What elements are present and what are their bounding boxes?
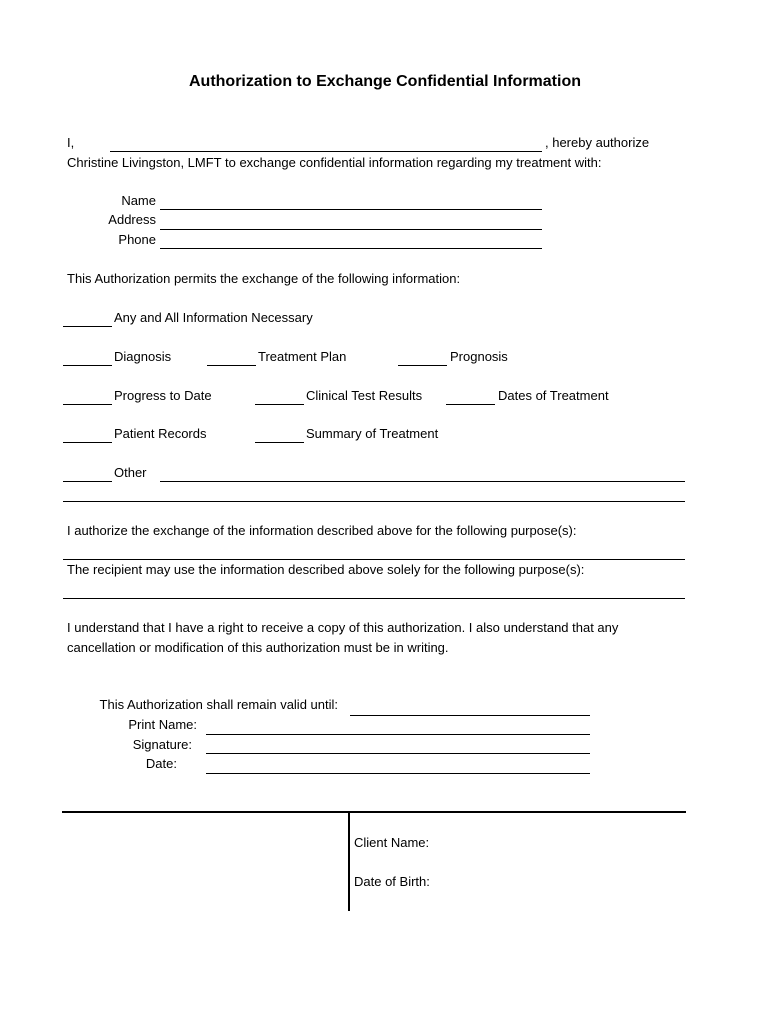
clinical-tests-checkline[interactable]: [255, 404, 304, 405]
understand-line-1: I understand that I have a right to receive a copy of this authorization. I also understand that any: [67, 620, 619, 635]
treatment-plan-checkline[interactable]: [207, 365, 256, 366]
form-title: Authorization to Exchange Confidential Information: [189, 73, 581, 90]
prognosis-label: Prognosis: [450, 349, 508, 364]
name-label: Name: [121, 193, 156, 208]
valid-until-label: This Authorization shall remain valid until:: [99, 697, 338, 712]
signature-label: Signature:: [132, 737, 192, 752]
permits-text: This Authorization permits the exchange of the following information:: [67, 271, 461, 286]
understand-line-2: cancellation or modification of this authorization must be in writing.: [67, 640, 449, 655]
intro-suffix: , hereby authorize: [545, 135, 650, 150]
patient-records-checkline[interactable]: [63, 442, 112, 443]
intro-line-2: Christine Livingston, LMFT to exchange confidential information regarding my treatment with:: [67, 155, 602, 170]
print-name-field[interactable]: [206, 734, 590, 735]
other-field[interactable]: [160, 481, 685, 482]
date-field[interactable]: [206, 773, 590, 774]
summary-treatment-checkline[interactable]: [255, 442, 304, 443]
client-name-label: Client Name:: [354, 835, 430, 850]
date-label: Date:: [145, 756, 177, 771]
recipient-phone-field[interactable]: [160, 248, 542, 249]
patient-records-label: Patient Records: [114, 426, 207, 441]
footer-vertical-divider: [348, 811, 350, 911]
clinical-tests-label: Clinical Test Results: [306, 388, 423, 403]
phone-label: Phone: [118, 232, 156, 247]
dates-treatment-label: Dates of Treatment: [498, 388, 609, 403]
print-name-label: Print Name:: [128, 717, 197, 732]
dates-treatment-checkline[interactable]: [446, 404, 495, 405]
other-checkline[interactable]: [63, 481, 112, 482]
address-label: Address: [108, 212, 156, 227]
valid-until-field[interactable]: [350, 715, 590, 716]
prognosis-checkline[interactable]: [398, 365, 447, 366]
recipient-name-field[interactable]: [160, 209, 542, 210]
diagnosis-checkline[interactable]: [63, 365, 112, 366]
purpose-authorize-text: I authorize the exchange of the information described above for the following purpose(s):: [67, 523, 577, 538]
summary-treatment-label: Summary of Treatment: [306, 426, 439, 441]
treatment-plan-label: Treatment Plan: [258, 349, 347, 364]
authorizer-name-field[interactable]: [110, 151, 542, 152]
signature-field[interactable]: [206, 753, 590, 754]
recipient-address-field[interactable]: [160, 229, 542, 230]
purpose-authorize-field[interactable]: [63, 559, 685, 560]
any-all-label: Any and All Information Necessary: [114, 310, 313, 325]
dob-label: Date of Birth:: [354, 874, 430, 889]
intro-prefix: I,: [67, 135, 75, 150]
footer-divider: [62, 811, 686, 813]
purpose-recipient-text: The recipient may use the information described above solely for the following purpose(s):: [67, 562, 585, 577]
progress-label: Progress to Date: [114, 388, 212, 403]
other-label: Other: [114, 465, 147, 480]
diagnosis-label: Diagnosis: [114, 349, 172, 364]
progress-checkline[interactable]: [63, 404, 112, 405]
purpose-recipient-field[interactable]: [63, 598, 685, 599]
other-field-line-2[interactable]: [63, 501, 685, 502]
any-all-checkline[interactable]: [63, 326, 112, 327]
